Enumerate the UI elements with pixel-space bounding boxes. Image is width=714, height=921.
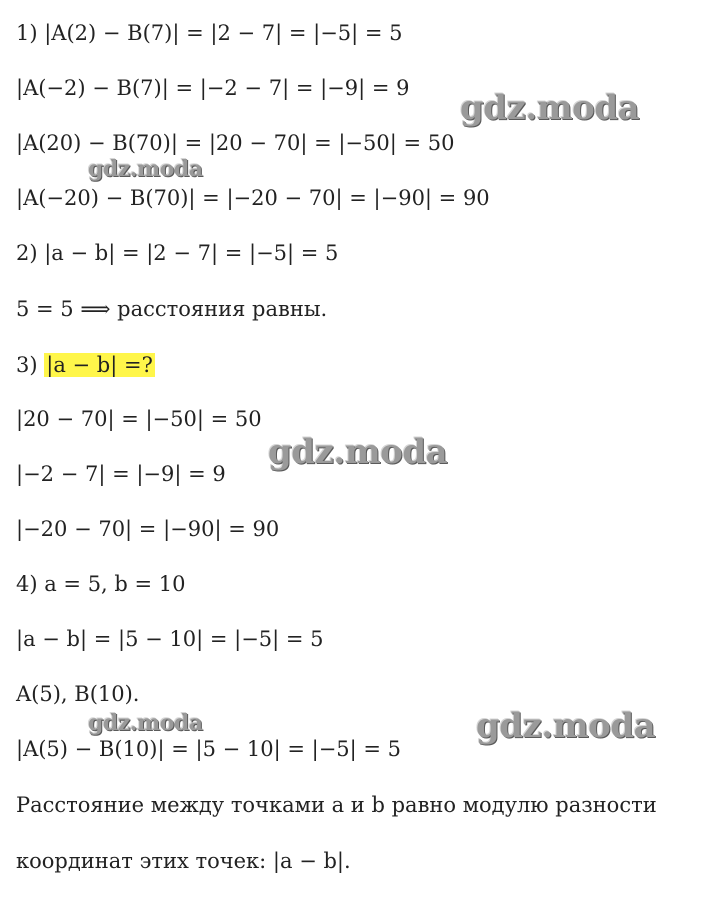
watermark-logo: gdz.moda — [268, 432, 448, 472]
line-14: Расстояние между точками a и b равно модулю разности — [16, 793, 657, 817]
watermark-logo: gdz.moda — [88, 156, 203, 182]
line-8: |−2 − 7| = |−9| = 9 — [16, 462, 226, 486]
line-10: 4) a = 5, b = 10 — [16, 572, 186, 596]
watermark-logo: gdz.moda — [88, 710, 203, 736]
line-7: |20 − 70| = |−50| = 50 — [16, 407, 262, 431]
item3-highlighted-question: |a − b| =? — [46, 353, 153, 377]
line-9: |−20 − 70| = |−90| = 90 — [16, 517, 280, 541]
watermark-logo: gdz.moda — [476, 706, 656, 746]
line-15: координат этих точек: |a − b|. — [16, 849, 351, 873]
line-6: 5 = 5 ⟹ расстояния равны. — [16, 297, 328, 321]
line-12: A(5), B(10). — [16, 682, 140, 706]
line-5: 2) |a − b| = |2 − 7| = |−5| = 5 — [16, 241, 339, 265]
line-3: |A(20) − B(70)| = |20 − 70| = |−50| = 50 — [16, 131, 455, 155]
line-item3 — [16, 352, 155, 378]
item3-number: 3) — [16, 353, 38, 377]
line-13: |A(5) − B(10)| = |5 − 10| = |−5| = 5 — [16, 737, 402, 761]
watermark-logo: gdz.moda — [460, 88, 640, 128]
line-1: 1) |A(2) − B(7)| = |2 − 7| = |−5| = 5 — [16, 21, 403, 45]
line-4: |A(−20) − B(70)| = |−20 − 70| = |−90| = 90 — [16, 186, 490, 210]
line-11: |a − b| = |5 − 10| = |−5| = 5 — [16, 627, 324, 651]
line-2: |A(−2) − B(7)| = |−2 − 7| = |−9| = 9 — [16, 76, 410, 100]
